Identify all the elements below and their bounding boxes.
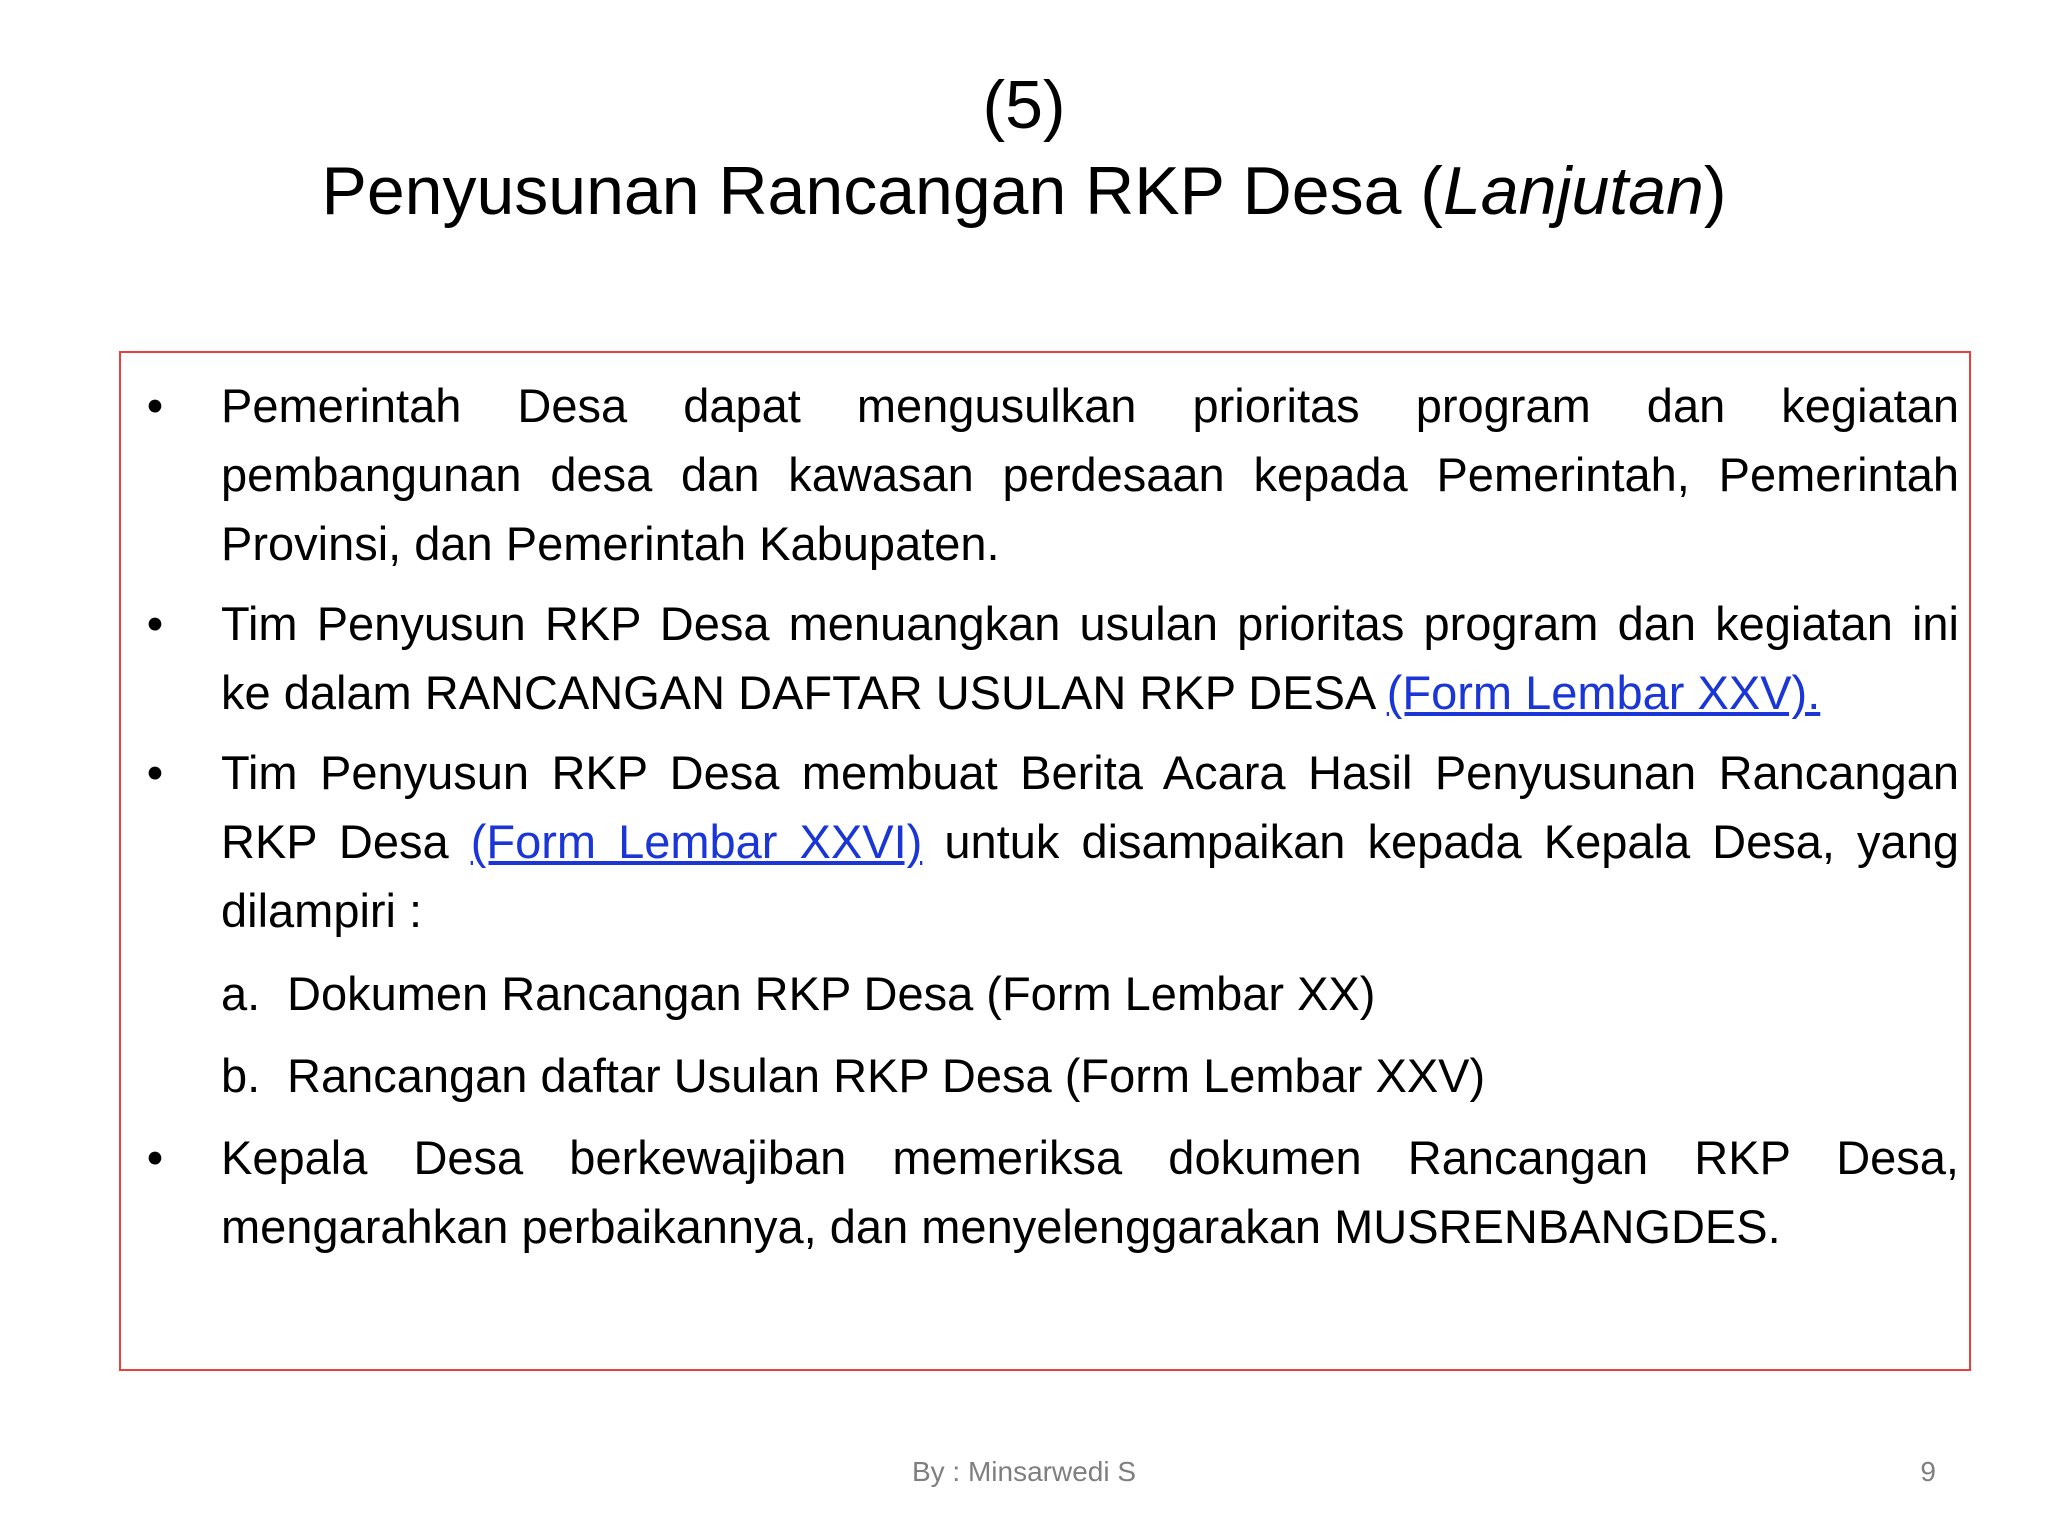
slide-title [0, 62, 2048, 234]
footer-author: By : Minsarwedi S [911, 1456, 1137, 1487]
attachment-item-a [221, 959, 2048, 1028]
slide-title-heading: Penyusunan Rancangan RKP Desa (Lanjutan) [321, 153, 1727, 229]
content-box [119, 351, 1971, 1371]
bullet-list [146, 371, 2048, 1272]
bullet-text: Tim Penyusun RKP Desa membuat Berita Acara Hasil Penyusunan Rancangan RKP Desa (Form Lembar XXVI) untuk disampaikan kepada Kepala Desa, yang dilampiri : [221, 746, 1959, 937]
form-lembar-xxvi-link[interactable]: (Form Lembar XXVI) [470, 815, 923, 868]
form-lembar-xxv-link[interactable]: (Form Lembar XXV). [1386, 666, 1821, 719]
attachment-item-b [221, 1041, 2048, 1110]
bullet-text: Pemerintah Desa dapat mengusulkan prioritas program dan kegiatan pembangunan desa dan kawasan perdesaan kepada Pemerintah, Pemerintah Provinsi, dan Pemerintah Kabupaten. [221, 379, 1959, 570]
attachment-letter: a. [221, 967, 261, 1020]
bullet-dot: • [146, 746, 164, 799]
bullet-item-3 [146, 738, 2048, 1110]
bullet-item-2 [146, 589, 2048, 727]
attachment-text: Dokumen Rancangan RKP Desa (Form Lembar XX) [287, 967, 1376, 1020]
bullet-item-1 [146, 371, 2048, 578]
bullet-item-4 [146, 1123, 2048, 1261]
attachment-text: Rancangan daftar Usulan RKP Desa (Form Lembar XXV) [287, 1049, 1486, 1102]
page-number: 9 [1920, 1456, 1936, 1487]
bullet-dot: • [146, 379, 164, 432]
bullet-dot: • [146, 1131, 164, 1184]
bullet-text: Kepala Desa berkewajiban memeriksa dokumen Rancangan RKP Desa, mengarahkan perbaikannya, dan menyelenggarakan MUSRENBANGDES. [221, 1131, 1959, 1253]
slide-title-italic: Lanjutan [1442, 153, 1704, 229]
attachment-letter: b. [221, 1049, 261, 1102]
bullet-text: Tim Penyusun RKP Desa menuangkan usulan prioritas program dan kegiatan ini ke dalam RANCANGAN DAFTAR USULAN RKP DESA (Form Lembar XXV). [221, 597, 1959, 719]
bullet-dot: • [146, 597, 164, 650]
slide-title-number: (5) [982, 67, 1066, 143]
attachment-list [221, 959, 2048, 1110]
